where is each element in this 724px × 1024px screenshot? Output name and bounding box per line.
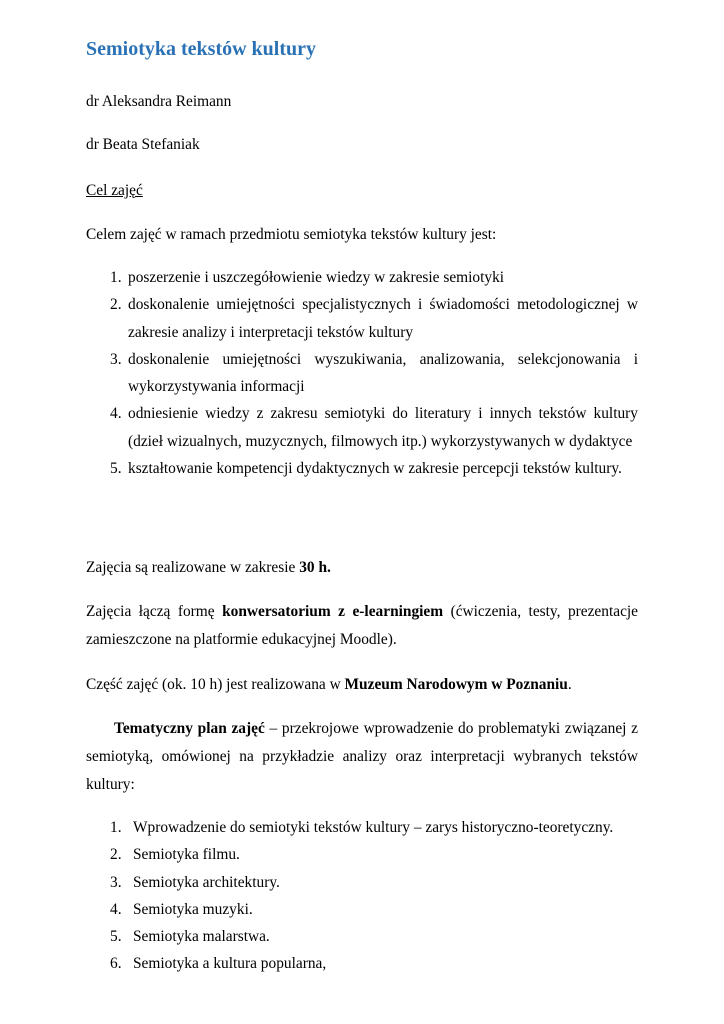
form-text-after: (ćwiczenia, testy, prezentacje zamieszczone na platformie edukacyjnej Moodle). (86, 603, 639, 648)
form-paragraph (86, 598, 638, 654)
museum-name: Muzeum Narodowym w Poznaniu (344, 676, 568, 693)
goal-intro: Celem zajęć w ramach przedmiotu semiotyka tekstów kultury jest: (86, 226, 497, 243)
plan-paragraph (86, 715, 638, 799)
list-item-number: 3. (110, 350, 122, 368)
list-item (110, 455, 638, 482)
list-item-number: 4. (110, 405, 122, 423)
list-item-number: 6. (110, 955, 122, 973)
list-item-text: Semiotyka architektury. (133, 873, 280, 891)
list-item-text: Semiotyka filmu. (133, 846, 240, 864)
hours-value: 30 h. (299, 559, 331, 576)
list-item-text: poszerzenie i uszczegółowienie wiedzy w zakresie semiotyki (128, 269, 505, 286)
plan-heading: Tematyczny plan zajęć (114, 720, 265, 737)
list-item-number: 5. (110, 460, 122, 478)
plan-text: – przekrojowe wprowadzenie do problematyki związanej z semiotyką, omówionej na przykładzie analizy oraz interpretacji wybranych tekstów kultury: (86, 720, 638, 793)
museum-text-before: Część zajęć (ok. 10 h) jest realizowana w (86, 676, 345, 693)
list-item-text: Semiotyka muzyki. (133, 900, 253, 918)
list-item-text: Wprowadzenie do semiotyki tekstów kultury – zarys historyczno-teoretyczny. (133, 819, 614, 836)
hours-paragraph (86, 554, 331, 582)
form-text-before: Zajęcia łączą formę (86, 603, 223, 620)
list-item (110, 896, 638, 923)
list-item (110, 264, 638, 291)
list-item-number: 1. (110, 269, 122, 286)
goal-heading: Cel zajęć (86, 182, 143, 199)
list-item (110, 291, 638, 346)
museum-text-after: . (567, 676, 572, 693)
list-item (110, 814, 638, 841)
list-item-text: Semiotyka a kultura popularna, (133, 955, 327, 973)
museum-paragraph (86, 671, 572, 699)
list-item (110, 950, 638, 977)
hours-text: Zajęcia są realizowane w zakresie (86, 559, 300, 576)
form-bold: konwersatorium z e-learningiem (222, 603, 444, 620)
topics-list (110, 814, 638, 978)
list-item-text: doskonalenie umiejętności specjalistycznych i świadomości metodologicznej w zakresie analizy i interpretacji tekstów kultury (128, 296, 638, 341)
list-item (110, 346, 638, 401)
list-item-number: 4. (110, 900, 122, 918)
list-item-number: 1. (110, 819, 122, 836)
list-item-number: 3. (110, 873, 122, 891)
list-item-text: doskonalenie umiejętności wyszukiwania, analizowania, selekcjonowania i wykorzystywania informacji (128, 350, 638, 396)
list-item-text: kształtowanie kompetencji dydaktycznych w zakresie percepcji tekstów kultury. (128, 460, 622, 478)
list-item (110, 841, 638, 868)
list-item-number: 2. (110, 846, 122, 864)
document-title: Semiotyka tekstów kultury (86, 38, 317, 60)
list-item (110, 923, 638, 950)
list-item-number: 5. (110, 928, 122, 946)
list-item (110, 400, 638, 455)
author-1: dr Aleksandra Reimann (86, 93, 232, 110)
goals-list (110, 264, 638, 482)
list-item-number: 2. (110, 296, 122, 314)
list-item-text: odniesienie wiedzy z zakresu semiotyki do literatury i innych tekstów kultury (dzieł wizualnych, muzycznych, filmowych itp.) wykorzystywanych w dydaktyce (128, 405, 638, 450)
author-2: dr Beata Stefaniak (86, 136, 200, 153)
list-item (110, 869, 638, 896)
list-item-text: Semiotyka malarstwa. (133, 928, 270, 946)
